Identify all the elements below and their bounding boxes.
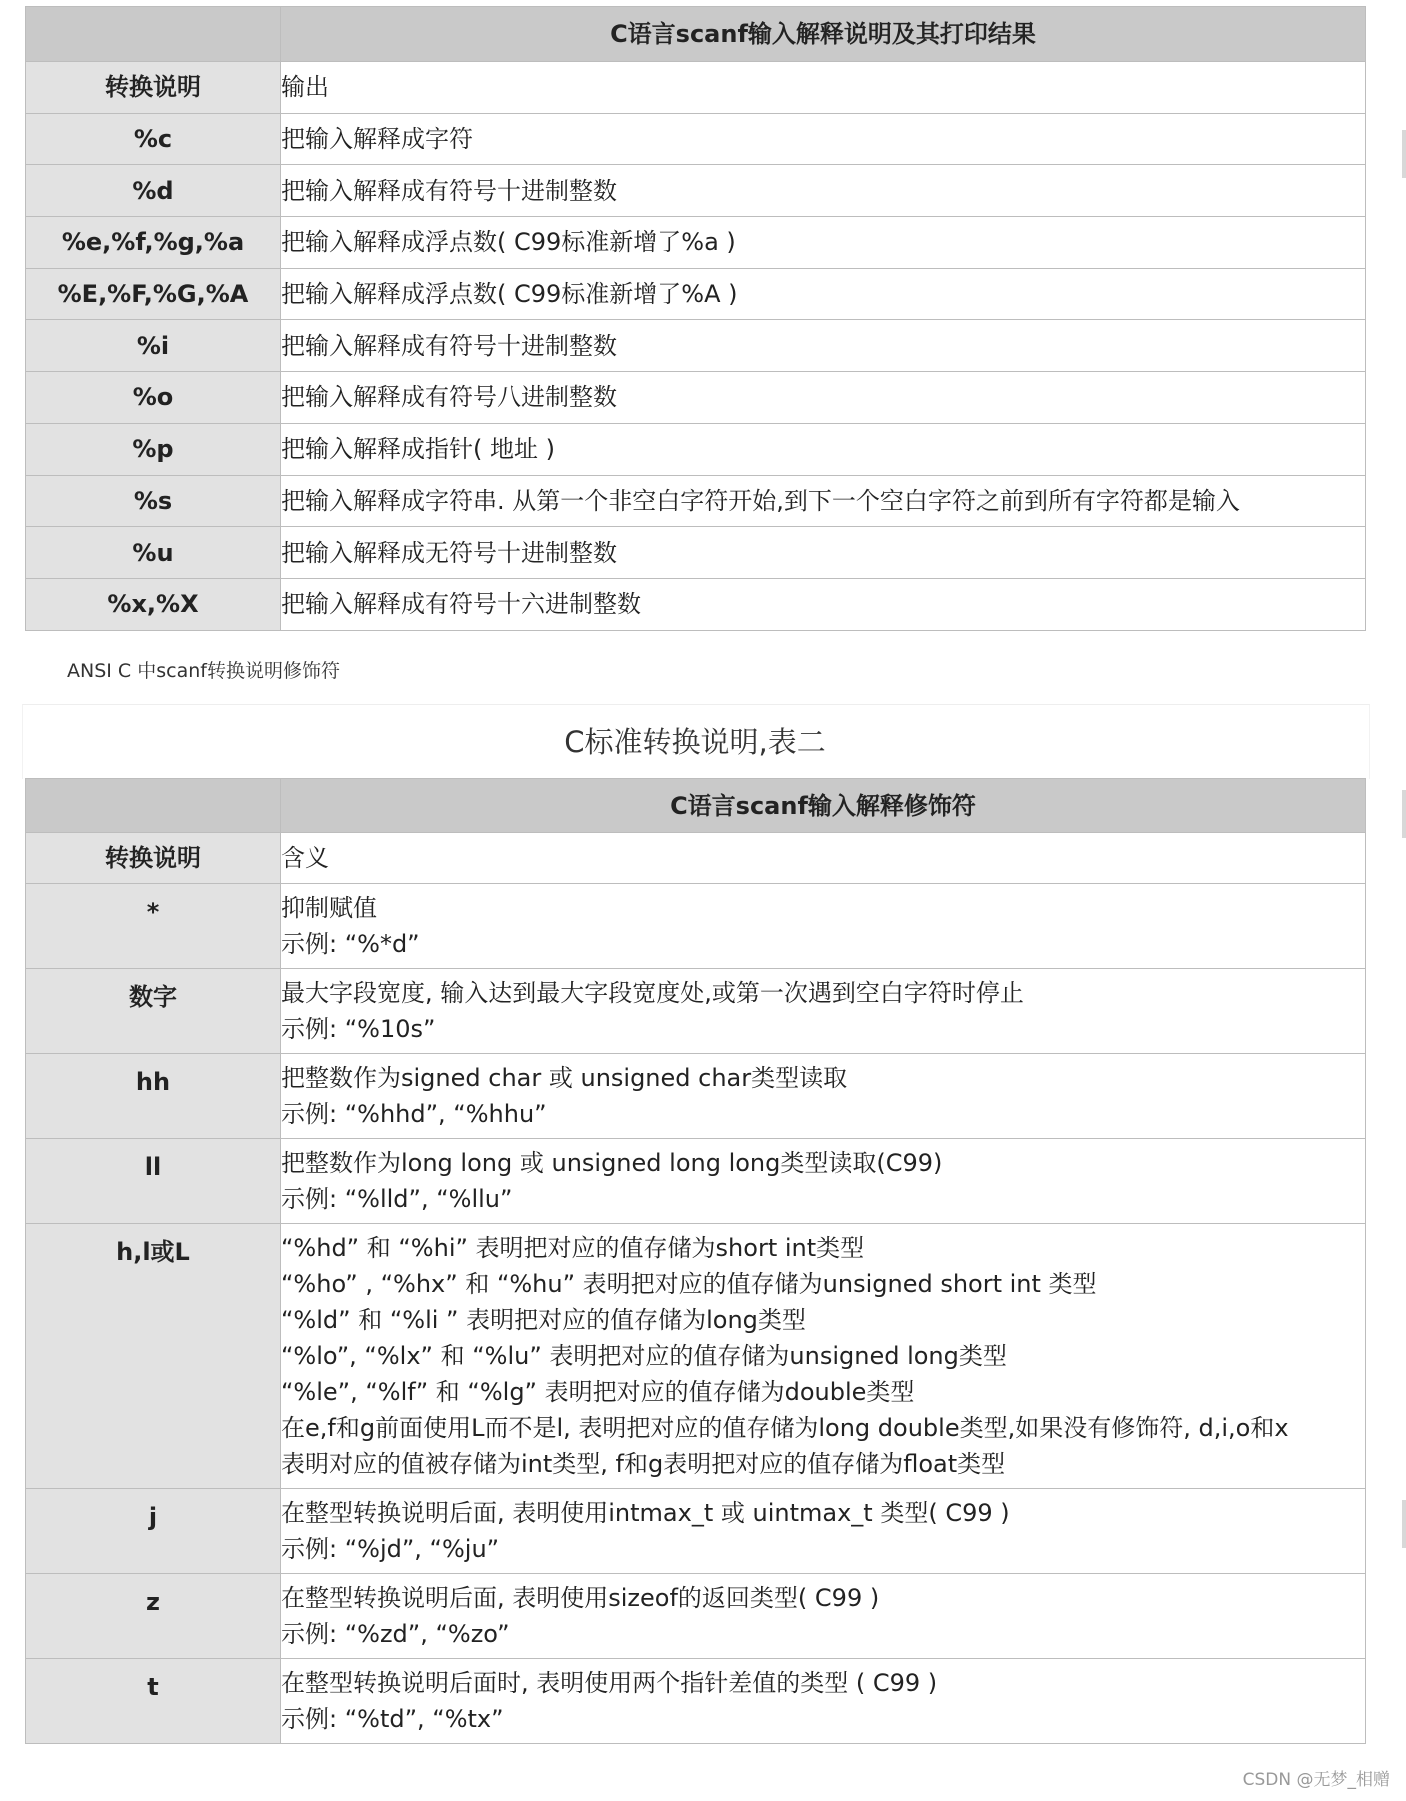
conversion-spec: %e,%f,%g,%a xyxy=(26,217,281,269)
table-body xyxy=(26,884,1366,1744)
table-row xyxy=(26,884,1366,969)
modifier-description xyxy=(281,1139,1366,1224)
description-line: 示例: “%td”, “%tx” xyxy=(281,1705,504,1733)
conversion-spec: %E,%F,%G,%A xyxy=(26,268,281,320)
table-row xyxy=(26,1489,1366,1574)
conversion-spec: %d xyxy=(26,165,281,217)
table-header-row xyxy=(26,62,1366,114)
table-title-blank-cell xyxy=(26,779,281,833)
description-line: 示例: “%zd”, “%zo” xyxy=(281,1620,510,1648)
table-row xyxy=(26,1054,1366,1139)
conversion-spec: %s xyxy=(26,475,281,527)
watermark: CSDN @无梦_相赠 xyxy=(1242,1770,1390,1790)
table-row xyxy=(26,372,1366,424)
table-row xyxy=(26,527,1366,579)
conversion-description: 把输入解释成有符号十六进制整数 xyxy=(281,578,1366,630)
table-body xyxy=(26,113,1366,630)
section-caption: ANSI C 中scanf转换说明修饰符 xyxy=(67,660,340,682)
table-row xyxy=(26,268,1366,320)
description-line: “%hd” 和 “%hi” 表明把对应的值存储为short int类型 xyxy=(281,1234,865,1262)
conversion-spec: %c xyxy=(26,113,281,165)
description-line: 示例: “%hhd”, “%hhu” xyxy=(281,1100,547,1128)
description-line: 在e,f和g前面使用L而不是l, 表明把对应的值存储为long double类型,如果没有修饰符, d,i,o和x xyxy=(281,1414,1289,1442)
column-header-spec: 转换说明 xyxy=(26,62,281,114)
modifier-description xyxy=(281,1489,1366,1574)
table-row xyxy=(26,578,1366,630)
table-title-row xyxy=(26,779,1366,833)
description-line: 抑制赋值 xyxy=(281,894,377,922)
table-row xyxy=(26,423,1366,475)
conversion-description: 把输入解释成有符号十进制整数 xyxy=(281,320,1366,372)
modifier-description xyxy=(281,1054,1366,1139)
table-caption-title: C标准转换说明,表二 xyxy=(564,725,826,759)
edge-decoration xyxy=(1402,130,1406,178)
conversion-description: 把输入解释成有符号八进制整数 xyxy=(281,372,1366,424)
description-line: 示例: “%lld”, “%llu” xyxy=(281,1185,513,1213)
scanf-conversion-table xyxy=(25,6,1366,631)
conversion-description: 把输入解释成浮点数( C99标准新增了%a ) xyxy=(281,217,1366,269)
modifier-description xyxy=(281,1224,1366,1489)
description-line: 把整数作为long long 或 unsigned long long类型读取(C99) xyxy=(281,1149,943,1177)
table-title-blank-cell xyxy=(26,7,281,62)
edge-decoration xyxy=(1402,790,1406,838)
modifier-description xyxy=(281,969,1366,1054)
modifier-spec: z xyxy=(26,1574,281,1659)
description-line: 示例: “%*d” xyxy=(281,930,420,958)
conversion-spec: %x,%X xyxy=(26,578,281,630)
scanf-modifier-table xyxy=(25,778,1366,1744)
modifier-description xyxy=(281,1574,1366,1659)
description-line: “%lo”, “%lx” 和 “%lu” 表明把对应的值存储为unsigned long类型 xyxy=(281,1342,1007,1370)
conversion-description: 把输入解释成无符号十进制整数 xyxy=(281,527,1366,579)
modifier-description xyxy=(281,1659,1366,1744)
modifier-spec: t xyxy=(26,1659,281,1744)
conversion-description: 把输入解释成浮点数( C99标准新增了%A ) xyxy=(281,268,1366,320)
column-header-meaning: 含义 xyxy=(281,833,1366,884)
conversion-description: 把输入解释成字符 xyxy=(281,113,1366,165)
table-title-row xyxy=(26,7,1366,62)
table-header-row xyxy=(26,833,1366,884)
description-line: “%le”, “%lf” 和 “%lg” 表明把对应的值存储为double类型 xyxy=(281,1378,915,1406)
description-line: 表明对应的值被存储为int类型, f和g表明把对应的值存储为float类型 xyxy=(281,1450,1006,1478)
table-row xyxy=(26,1139,1366,1224)
table-row xyxy=(26,113,1366,165)
edge-decoration xyxy=(1402,1500,1406,1548)
table-row xyxy=(26,320,1366,372)
conversion-spec: %p xyxy=(26,423,281,475)
description-line: “%ld” 和 “%li ” 表明把对应的值存储为long类型 xyxy=(281,1306,806,1334)
table-row xyxy=(26,969,1366,1054)
table-row xyxy=(26,165,1366,217)
description-line: 最大字段宽度, 输入达到最大字段宽度处,或第一次遇到空白字符时停止 xyxy=(281,979,1024,1007)
column-header-spec: 转换说明 xyxy=(26,833,281,884)
conversion-description: 把输入解释成有符号十进制整数 xyxy=(281,165,1366,217)
table-row xyxy=(26,1574,1366,1659)
description-line: 在整型转换说明后面, 表明使用intmax_t 或 uintmax_t 类型( C99 ) xyxy=(281,1499,1010,1527)
description-line: 示例: “%10s” xyxy=(281,1015,436,1043)
conversion-spec: %i xyxy=(26,320,281,372)
modifier-spec: h,l或L xyxy=(26,1224,281,1489)
description-line: 在整型转换说明后面, 表明使用sizeof的返回类型( C99 ) xyxy=(281,1584,880,1612)
description-line: 在整型转换说明后面时, 表明使用两个指针差值的类型 ( C99 ) xyxy=(281,1669,938,1697)
conversion-description: 把输入解释成指针( 地址 ) xyxy=(281,423,1366,475)
table-title: C语言scanf输入解释修饰符 xyxy=(281,779,1366,833)
conversion-spec: %o xyxy=(26,372,281,424)
table-row xyxy=(26,1224,1366,1489)
conversion-description: 把输入解释成字符串. 从第一个非空白字符开始,到下一个空白字符之前到所有字符都是输入 xyxy=(281,475,1366,527)
column-header-output: 输出 xyxy=(281,62,1366,114)
conversion-spec: %u xyxy=(26,527,281,579)
description-line: 示例: “%jd”, “%ju” xyxy=(281,1535,500,1563)
modifier-description xyxy=(281,884,1366,969)
modifier-spec: hh xyxy=(26,1054,281,1139)
modifier-spec: * xyxy=(26,884,281,969)
description-line: “%ho” , “%hx” 和 “%hu” 表明把对应的值存储为unsigned short int 类型 xyxy=(281,1270,1097,1298)
table-row xyxy=(26,217,1366,269)
table-row xyxy=(26,1659,1366,1744)
description-line: 把整数作为signed char 或 unsigned char类型读取 xyxy=(281,1064,848,1092)
modifier-spec: ll xyxy=(26,1139,281,1224)
table-row xyxy=(26,475,1366,527)
table-title: C语言scanf输入解释说明及其打印结果 xyxy=(281,7,1366,62)
modifier-spec: 数字 xyxy=(26,969,281,1054)
modifier-spec: j xyxy=(26,1489,281,1574)
